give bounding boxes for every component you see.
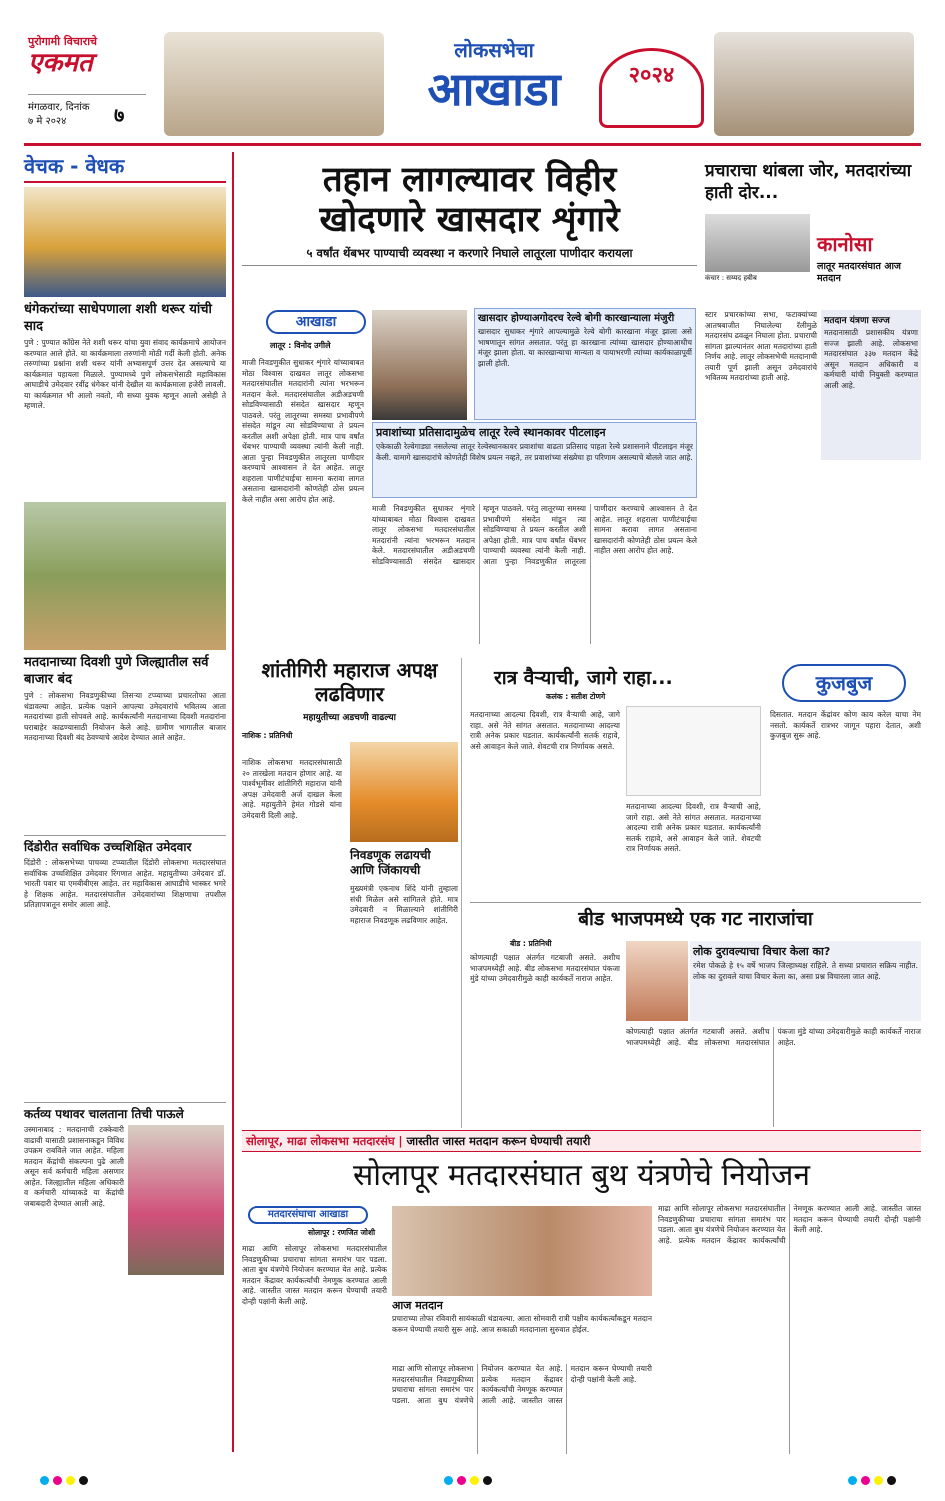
- solapur-strip-text: जास्तीत जास्त मतदान करून घेण्याची तयारी: [406, 1134, 591, 1148]
- kujbuj-body: दिसतात. मतदान केंद्रांवर कोण काय करेल याचा नेम नसतो. कार्यकर्ते रात्रभर जागून पहारा देतात, अशी कुजबुज सुरू आहे.: [770, 710, 921, 740]
- beed-body: कोणत्याही पक्षात अंतर्गत गटबाजी असते. अशीच भाजपमध्येही आहे. बीड लोकसभा मतदारसंघात पंकजा मुंडे यांच्या उमेदवारीमुळे काही कार्यकर्ते नाराज आहेत.: [470, 953, 620, 983]
- section-big: आखाडा: [427, 62, 561, 116]
- page-number: ७: [114, 103, 125, 127]
- raatra-story: [470, 658, 921, 898]
- kanosa-title: कानोसा: [817, 232, 873, 256]
- right-body: स्टार प्रचारकांच्या सभा, फटाक्यांच्या आतषबाजीत निघालेल्या रॅलीमुळे मतदारसंघ ढवळून निघाला होता. प्रचाराची सांगता झाल्यानंतर आता मतदारांच्या हाती निर्णय आहे. लातूर लोकसभेची मतदानाची तयारी पूर्ण झाली असून उमेदवारांचे भवितव्य मतदारांच्या हाती आहे.: [705, 310, 817, 382]
- paper-logo: [28, 34, 146, 84]
- market-photo: [24, 502, 226, 650]
- story3-headline: दिंडोरीत सर्वाधिक उच्चशिक्षित उमेदवार: [24, 835, 226, 855]
- raatra-body: मतदानाच्या आदल्या दिवशी, रात्र वैऱ्याची आहे, जागे राहा. असे नेते सांगत असतात. मतदानाच्या आदल्या रात्री अनेक प्रकार घडतात. कार्यकर्त्यांनी सतर्क राहावे, असे आवाहन केले जाते. शेवटची रात्र निर्णायक असते.: [470, 710, 620, 751]
- shantigiri-byline: नाशिक : प्रतिनिधी: [242, 731, 293, 740]
- color-dots-center: [444, 1470, 496, 1484]
- solapur-story: [242, 1158, 921, 1458]
- kanosa-sub: लातूर मतदारसंघात आज मतदान: [817, 261, 901, 284]
- lead-headline-1: तहान लागल्यावर विहीर: [322, 160, 617, 200]
- shantigiri-subhead: निवडणूक लढायची आणि जिंकायची: [350, 848, 431, 877]
- raatra-body-2: मतदानाच्या आदल्या दिवशी, रात्र वैऱ्याची आहे, जागे राहा. असे नेते सांगत असतात. मतदानाच्या आदल्या रात्री अनेक प्रकार घडतात. कार्यकर्त्यांनी सतर्क राहावे, असे आवाहन केले जाते. शेवटची रात्र निर्णायक असते.: [626, 802, 761, 853]
- section-small: लोकसभेचा: [454, 38, 534, 62]
- rail-box-title: खासदार होण्याअगोदरच रेल्वे बोगी कारखान्याला मंजुरी: [478, 313, 675, 324]
- lead-body-cols: माजी निवडणुकीत सुधाकर शृंगारे यांच्याबाबत मोठा विश्वास दाखवत लातूर लोकसभा मतदारसंघातील मतदारांनी त्यांना भरभरून मतदान केले. मतदारसंघातील अडीअडचणी सोडविण्यासाठी संसदेत खासदार म्हणून पाठवले. परंतु लातूरच्या समस्या प्रभावीपणे संसदेत मांडून त्या सोडविण्याचा ते प्रयत्न करतील अशी अपेक्षा होती. मात्र पाच वर्षांत थेंबभर पाण्याची व्यवस्था त्यांनी केली नाही. आता पुन्हा निवडणुकीत लातूरला पाणीदार करण्याचे आश्वासन ते देत आहेत. लातूर शहराला पाणीटंचाईचा सामना करावा लागत असताना खासदारांनी कोणतेही ठोस प्रयत्न केले नाहीत असा आरोप होत आहे.: [372, 504, 697, 566]
- rail-box-body: खासदार सुधाकर शृंगारे आपल्यामुळे रेल्वे बोगी कारखाना मंजूर झाला असे भाषणातून सांगत असतात. परंतु हा कारखाना त्यांच्या खासदार होण्याआधीच मंजूर झाला होता. या कारखान्याचा मान्यता व पायाभरणी त्यांच्या कार्यकाळापूर्वी झाली होती.: [478, 327, 692, 368]
- leaders-photo-left: [164, 32, 384, 136]
- right-headline: प्रचाराचा थांबला जोर, मतदारांच्या हाती दोर...: [705, 161, 912, 203]
- strip-divider: |: [398, 1134, 407, 1148]
- kujbuj-logo: कुजबुज: [782, 664, 906, 702]
- pitline-box-title: प्रवाशांच्या प्रतिसादामुळेच लातूर रेल्वे स्थानकावर पीटलाइन: [376, 426, 606, 439]
- paper-name: एकमत: [28, 48, 93, 78]
- yantrana-title: मतदान यंत्रणा सज्ज: [824, 316, 890, 326]
- lead-subhead: ५ वर्षांत थेंबभर पाण्याची व्यवस्था न करणारे निघाले लातूरला पाणीदार करायला: [242, 246, 697, 266]
- story2-body: पुणे : लोकसभा निवडणुकीच्या तिसऱ्या टप्प्याच्या प्रचारतोफा आता थंडावल्या आहेत. प्रत्येक पक्षाने आपल्या उमेदवारांचे भवितव्य आता मतदारांच्या हाती सोपवले आहे. कार्यकर्त्यांनी मतदानाच्या दिवशी मतदारांना घराबाहेर काढण्यासाठी नियोजन केले आहे. ग्रामीण भागातील बाजार मतदानाच्या दिवशी बंद ठेवण्याचे आदेश देण्यात आले आहेत.: [24, 691, 226, 742]
- solapur-strip-label: सोलापूर, माढा लोकसभा मतदारसंघ: [246, 1134, 395, 1148]
- aaj-matdan-body: प्रचाराच्या तोफा रविवारी सायंकाळी थंडावल्या. आता सोमवारी रात्री पक्षीय कार्यकर्त्यांकडून मतदान करून घेण्याची तयारी सुरू आहे. आज सकाळी मतदानाला सुरुवात होईल.: [392, 1314, 652, 1334]
- shringare-photo: [372, 310, 467, 420]
- story4-body: उस्मानाबाद : मतदानाची टक्केवारी वाढावी यासाठी प्रशासनाकडून विविध उपक्रम राबविले जात आहेत. महिला मतदान केंद्रांची संकल्पना पुढे आली असून सर्व कर्मचारी महिला असणार आहेत. जिल्ह्यातील महिला अधिकारी व कर्मचारी यांच्याकडे या केंद्रांची जबाबदारी देण्यात आली आहे.: [24, 1125, 124, 1208]
- lead-headline-2: खोदणारे खासदार शृंगारे: [319, 200, 620, 240]
- story3-body: दिंडोरी : लोकसभेच्या पाचव्या टप्प्यातील दिंडोरी लोकसभा मतदारसंघात सर्वाधिक उच्चशिक्षित उमेदवार रिंगणात आहेत. महायुतीच्या उमेदवार डॉ. भारती पवार या एमबीबीएस आहेत. तर महाविकास आघाडीचे भास्कर भगरे हे शिक्षक आहेत. मतदारसंघातील उमेदवारांच्या शिक्षणाचा तपशील प्रतिज्ञापत्रातून समोर आला आहे.: [24, 858, 226, 909]
- women-polling-photo: [128, 1125, 224, 1275]
- leaders-photo-right: [714, 32, 914, 136]
- shantigiri-subbody: मुख्यमंत्री एकनाथ शिंदे यांनी तुम्हाला संधी मिळेल असे सांगितले होते. मात्र उमेदवारी न मिळाल्याने शांतीगिरी महाराज निवडणूक लढविणार आहेत.: [350, 884, 458, 925]
- left-column: [24, 152, 234, 1452]
- right-top: [705, 160, 921, 650]
- shantigiri-photo: [350, 742, 458, 842]
- lead-byline: लातूर : विनोद उगीले: [270, 341, 331, 350]
- parliament-emblem: [599, 48, 704, 128]
- date-box: [28, 94, 146, 138]
- shantigiri-headline: शांतीगिरी महाराज अपक्ष लढविणार: [261, 658, 438, 706]
- story4-headline: कर्तव्य पथावर चालताना तिची पाऊले: [24, 1102, 226, 1122]
- date-line1: मंगळवार, दिनांक: [28, 102, 90, 113]
- right-photo-caption: कंचार : सय्यद हबीब: [705, 274, 757, 282]
- solapur-body-3: माढा आणि सोलापूर लोकसभा मतदारसंघातील निवडणुकीच्या प्रचाराचा सांगता समारंभ पार पडला. आता बुथ यंत्रणेचे नियोजन करण्यात येत आहे. प्रत्येक मतदान केंद्रावर कार्यकर्त्यांची नेमणूक करण्यात आली आहे. जास्तीत जास्त मतदान करून घेण्याची तयारी दोन्ही पक्षांनी केली आहे.: [658, 1204, 921, 1245]
- akhada-logo: आखाडा: [266, 310, 366, 334]
- beed-headline: बीड भाजपमध्ये एक गट नाराजांचा: [578, 908, 813, 930]
- shantigiri-story: [242, 658, 462, 1128]
- yantrana-body: मतदानासाठी प्रशासकीय यंत्रणा सज्ज झाली आहे. लोकसभा मतदारसंघात ३३७ मतदान केंद्रे असून मतदान अधिकारी व कर्मचारी यांची नियुक्ती करण्यात आली आहे.: [824, 328, 918, 390]
- registration-marks-bottom: [40, 1470, 900, 1484]
- color-dots-left: [40, 1470, 92, 1484]
- story1-headline: धंगेकरांच्या साधेपणाला शशी थरूर यांची साद: [24, 302, 212, 334]
- kanosa-box: [817, 230, 921, 300]
- shantigiri-kicker: महायुतीच्या अडचणी वाढल्या: [303, 713, 396, 723]
- yantrana-box: [821, 310, 921, 460]
- solapur-body: माढा आणि सोलापूर लोकसभा मतदारसंघातील निवडणुकीच्या प्रचाराचा सांगता समारंभ पार पडला. आता बुथ यंत्रणेचे नियोजन करण्यात येत आहे. प्रत्येक मतदान केंद्रावर कार्यकर्त्यांची नेमणूक करण्यात आली आहे. जास्तीत जास्त मतदान करून घेण्याची तयारी दोन्ही पक्षांनी केली आहे.: [242, 1244, 387, 1306]
- solapur-strip: [242, 1130, 921, 1152]
- section-title: [394, 36, 594, 115]
- lead-story: [242, 160, 697, 650]
- evm-photo: [705, 214, 810, 272]
- candidates-photo: [392, 1206, 652, 1296]
- beed-quote-body: रमेश पोकळे हे १५ वर्षे भाजप जिल्हाध्यक्ष राहिले. ते सध्या प्रचारात सक्रिय नाहीत. लोक का दुरावले याचा विचार केला का, असा प्रश्न विचारला जात आहे.: [693, 961, 918, 981]
- aaj-matdan-title: आज मतदान: [392, 1299, 443, 1312]
- date-line2: ७ मे २०२४: [28, 116, 67, 127]
- solapur-body-2: माढा आणि सोलापूर लोकसभा मतदारसंघातील निवडणुकीच्या प्रचाराचा सांगता समारंभ पार पडला. आता बुथ यंत्रणेचे नियोजन करण्यात येत आहे. प्रत्येक मतदान केंद्रावर कार्यकर्त्यांची नेमणूक करण्यात आली आहे. जास्तीत जास्त मतदान करून घेण्याची तयारी दोन्ही पक्षांनी केली आहे.: [392, 1364, 652, 1405]
- raatra-byline: कलंक : सतीश टोणगे: [546, 692, 606, 701]
- beed-quote-title: लोक दुरावल्याचा विचार केला का?: [693, 945, 831, 958]
- pankaja-photo: [626, 941, 688, 1021]
- beed-body-2: कोणत्याही पक्षात अंतर्गत गटबाजी असते. अशीच भाजपमध्येही आहे. बीड लोकसभा मतदारसंघात पंकजा मुंडे यांच्या उमेदवारीमुळे काही कार्यकर्ते नाराज आहेत.: [626, 1027, 921, 1047]
- rail-box: [474, 308, 696, 420]
- story1-body: पुणे : पुण्यात काँग्रेस नेते शशी थरूर यांचा युवा संवाद कार्यक्रमाचे आयोजन करण्यात आले होते. या कार्यक्रमाला तरुणांनी मोठी गर्दी केली होती. अनेक तरुणांच्या प्रश्नांना शशी थरूर यांनी अभ्यासपूर्ण उत्तर देत असल्याचे या कार्यक्रमात पहायला मिळाले. पुण्यामध्ये पुणे लोकसभेसाठी महाविकास आघाडीचे उमेदवार रवींद्र धंगेकर यांनी देखील या कार्यक्रमाला हजेरी लावली. या कार्यक्रमात भी आलो नवतो, मी सध्या युवक म्हणून आलो असेही ते म्हणाले.: [24, 338, 226, 410]
- beed-byline: बीड : प्रतिनिधी: [510, 939, 552, 948]
- solapur-headline: सोलापूर मतदारसंघात बुथ यंत्रणेचे नियोजन: [352, 1158, 810, 1193]
- year-label: २०२४: [628, 63, 675, 88]
- paper-tagline: पुरोगामी विचाराचे: [28, 35, 98, 48]
- shantigiri-body: नाशिक लोकसभा मतदारसंघासाठी २० तारखेला मतदान होणार आहे. या पार्श्वभूमीवर शांतीगिरी महाराज यांनी अपक्ष उमेदवारी अर्ज दाखल केला आहे. महायुतीने हेमंत गोडसे यांना उमेदवारी दिली आहे.: [242, 758, 342, 820]
- story2-headline: मतदानाच्या दिवशी पुणे जिल्ह्यातील सर्व बाजार बंद: [24, 655, 209, 687]
- solapur-byline: सोलापूर : रणजित जोशी: [308, 1228, 376, 1237]
- section-title-vechak: वेचक - वेधक: [24, 152, 226, 183]
- aaj-matdan-box: [392, 1298, 652, 1358]
- masthead: [24, 28, 921, 146]
- raatra-headline: रात्र वैऱ्याची, जागे राहा...: [494, 667, 673, 689]
- beed-story: [470, 902, 921, 1130]
- lead-body-col1: माजी निवडणुकीत सुधाकर शृंगारे यांच्याबाबत मोठा विश्वास दाखवत लातूर लोकसभा मतदारसंघातील मतदारांनी त्यांना भरभरून मतदान केले. मतदारसंघातील अडीअडचणी सोडविण्यासाठी संसदेत खासदार म्हणून पाठवले. परंतु लातूरच्या समस्या प्रभावीपणे संसदेत मांडून त्या सोडविण्याचा ते प्रयत्न करतील अशी अपेक्षा होती. मात्र पाच वर्षांत थेंबभर पाण्याची व्यवस्था त्यांनी केली नाही. आता पुन्हा निवडणुकीत लातूरला पाणीदार करण्याचे आश्वासन ते देत आहेत. लातूर शहराला पाणीटंचाईचा सामना करावा लागत असताना खासदारांनी कोणतेही ठोस प्रयत्न केले नाहीत असा आरोप होत आहे.: [242, 358, 364, 504]
- event-photo-tharoor: [24, 187, 226, 297]
- color-dots-right: [848, 1470, 900, 1484]
- solapur-logo: मतदारसंघाचा आखाडा: [248, 1206, 368, 1224]
- pitline-box-body: एकेकाळी रेल्वेगाड्या नसलेल्या लातूर रेल्वेस्थानकावर प्रवाशांचा वाढता प्रतिसाद पाहता रेल्वे प्रशासनाने पीटलाइन मंजूर केली. यामागे खासदारांचे कोणतेही विशेष प्रयत्न नव्हते, तर प्रवाशांच्या संख्येचा हा परिणाम असल्याचे बोलले जात आहे.: [376, 442, 693, 462]
- raatra-cartoon: [626, 706, 761, 796]
- pitline-box: [372, 422, 697, 498]
- beed-quote-box: [690, 941, 921, 1021]
